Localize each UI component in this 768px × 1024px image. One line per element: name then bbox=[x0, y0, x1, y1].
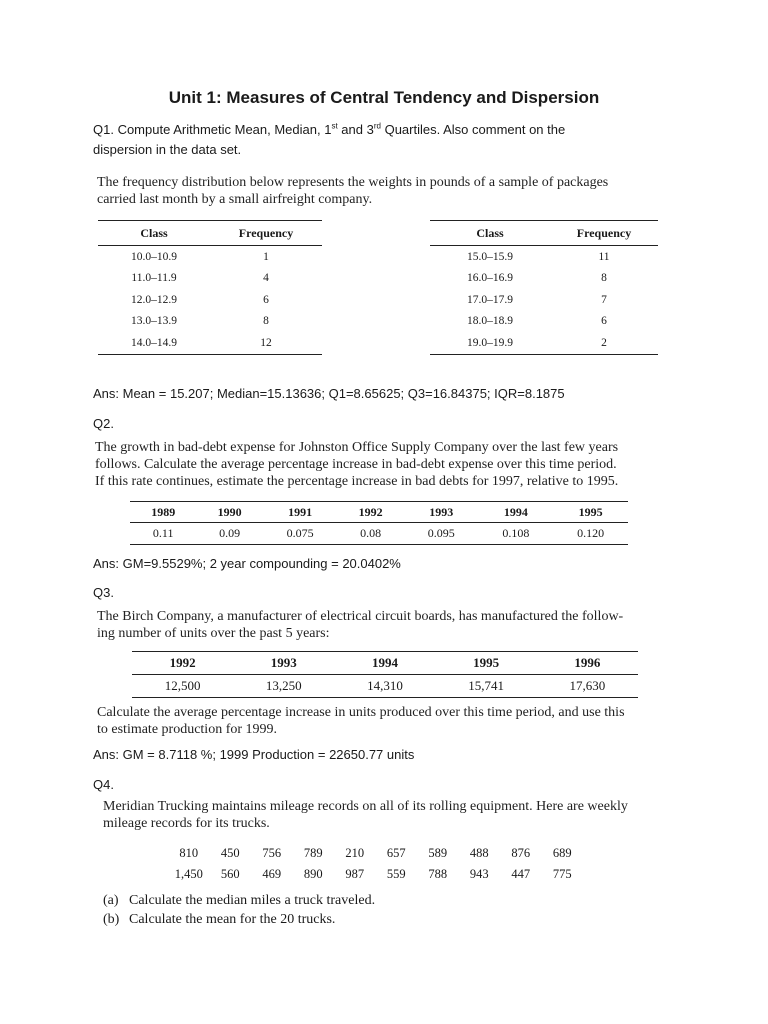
bad-debt-table bbox=[130, 501, 628, 545]
value-cell: 0.09 bbox=[196, 523, 262, 545]
year-cell: 1990 bbox=[196, 502, 262, 523]
mileage-row bbox=[168, 843, 583, 864]
q2-para-line3: If this rate continues, estimate the percentage increase in bad debts for 1997, relative to 1995. bbox=[95, 474, 619, 489]
frequency-table-left bbox=[98, 220, 322, 355]
q3-instructions-line1: Calculate the average percentage increase in units produced over this time period, and use this bbox=[97, 705, 625, 720]
q1-prompt bbox=[93, 120, 693, 160]
frequency-cell: 8 bbox=[263, 315, 269, 328]
table-row bbox=[430, 268, 658, 290]
frequency-cell: 6 bbox=[263, 293, 269, 306]
q4-para-line2: mileage records for its trucks. bbox=[103, 816, 270, 831]
frequency-cell: 7 bbox=[601, 293, 607, 306]
table-row bbox=[98, 289, 322, 311]
mileage-cell: 560 bbox=[220, 867, 240, 881]
mileage-cell: 876 bbox=[511, 846, 531, 860]
value-cell: 0.120 bbox=[553, 523, 628, 545]
mileage-cell: 756 bbox=[262, 846, 282, 860]
class-cell: 13.0–13.9 bbox=[131, 315, 177, 328]
value-row bbox=[130, 523, 628, 545]
value-cell: 0.108 bbox=[479, 523, 554, 545]
class-cell: 11.0–11.9 bbox=[131, 272, 177, 285]
q4-para-line1: Meridian Trucking maintains mileage records on all of its rolling equipment. Here are weekly bbox=[103, 799, 628, 814]
table-row bbox=[98, 268, 322, 290]
table-row bbox=[98, 311, 322, 333]
mileage-row bbox=[168, 864, 583, 885]
table-row bbox=[98, 246, 322, 268]
year-cell: 1992 bbox=[132, 652, 233, 675]
mileage-cell: 657 bbox=[386, 846, 406, 860]
frequency-cell: 6 bbox=[601, 315, 607, 328]
year-cell: 1993 bbox=[404, 502, 479, 523]
mileage-cell: 789 bbox=[303, 846, 323, 860]
q3-para-line1: The Birch Company, a manufacturer of electrical circuit boards, has manufactured the follow- bbox=[97, 609, 624, 624]
year-cell: 1989 bbox=[130, 502, 196, 523]
class-cell: 19.0–19.9 bbox=[430, 332, 550, 354]
item-a-marker: (a) bbox=[103, 893, 119, 908]
class-cell: 12.0–12.9 bbox=[131, 293, 177, 306]
q1-text-mid: and 3 bbox=[337, 122, 374, 137]
frequency-cell: 12 bbox=[210, 332, 322, 354]
frequency-header: Frequency bbox=[210, 221, 322, 246]
value-cell: 0.08 bbox=[337, 523, 403, 545]
value-cell: 12,500 bbox=[132, 675, 233, 698]
q4-item-b bbox=[103, 912, 335, 928]
mileage-cell: 890 bbox=[303, 867, 323, 881]
year-cell: 1995 bbox=[553, 502, 628, 523]
frequency-cell: 2 bbox=[550, 332, 658, 354]
frequency-header: Frequency bbox=[550, 221, 658, 246]
q3-label: Q3. bbox=[93, 585, 114, 600]
q1-line2: dispersion in the data set. bbox=[93, 142, 242, 157]
q4-item-a bbox=[103, 893, 375, 909]
q1-para-line2: carried last month by a small airfreight company. bbox=[97, 192, 373, 207]
page-title: Unit 1: Measures of Central Tendency and Dispersion bbox=[168, 88, 600, 107]
mileage-cell: 1,450 bbox=[174, 867, 203, 881]
value-cell: 0.11 bbox=[130, 523, 196, 545]
mileage-cell: 689 bbox=[552, 846, 572, 860]
q2-para-line2: follows. Calculate the average percentage increase in bad-debt expense over this time period. bbox=[95, 457, 617, 472]
table-row bbox=[430, 246, 658, 268]
class-cell: 16.0–16.9 bbox=[467, 272, 513, 285]
q1-text-start: Q1. Compute Arithmetic Mean, Median, 1 bbox=[93, 122, 332, 137]
class-cell: 15.0–15.9 bbox=[467, 250, 513, 263]
year-cell: 1996 bbox=[537, 652, 638, 675]
q2-label: Q2. bbox=[93, 416, 114, 431]
year-cell: 1994 bbox=[334, 652, 435, 675]
value-cell: 0.075 bbox=[263, 523, 338, 545]
item-a-text: Calculate the median miles a truck traveled. bbox=[129, 893, 376, 908]
class-header: Class bbox=[430, 221, 550, 246]
frequency-cell: 1 bbox=[263, 250, 269, 263]
mileage-cell: 488 bbox=[469, 846, 489, 860]
q3-instructions bbox=[97, 704, 717, 738]
mileage-cell: 469 bbox=[262, 867, 282, 881]
mileage-cell: 810 bbox=[179, 846, 199, 860]
table-row bbox=[430, 332, 658, 354]
year-cell: 1993 bbox=[233, 652, 334, 675]
table-header-row bbox=[430, 221, 658, 246]
table-header-row bbox=[98, 221, 322, 246]
class-cell: 14.0–14.9 bbox=[98, 332, 210, 354]
q1-sup-rd: rd bbox=[373, 121, 381, 131]
q1-line1 bbox=[93, 120, 693, 140]
value-cell: 13,250 bbox=[233, 675, 334, 698]
units-table bbox=[132, 651, 638, 698]
mileage-table bbox=[168, 843, 583, 885]
q3-para-line2: ing number of units over the past 5 years: bbox=[97, 626, 330, 641]
mileage-cell: 775 bbox=[552, 867, 572, 881]
mileage-cell: 788 bbox=[428, 867, 448, 881]
class-cell: 17.0–17.9 bbox=[467, 293, 513, 306]
class-cell: 10.0–10.9 bbox=[131, 250, 177, 263]
year-cell: 1991 bbox=[263, 502, 338, 523]
mileage-cell: 943 bbox=[469, 867, 489, 881]
year-row bbox=[130, 502, 628, 523]
value-cell: 0.095 bbox=[404, 523, 479, 545]
q3-answer: Ans: GM = 8.7118 %; 1999 Production = 22650.77 units bbox=[93, 747, 415, 762]
q2-answer: Ans: GM=9.5529%; 2 year compounding = 20.0402% bbox=[93, 556, 401, 571]
year-cell: 1995 bbox=[436, 652, 537, 675]
value-cell: 14,310 bbox=[334, 675, 435, 698]
year-cell: 1994 bbox=[479, 502, 554, 523]
q3-instructions-line2: to estimate production for 1999. bbox=[97, 722, 278, 737]
q4-paragraph bbox=[103, 798, 723, 832]
item-b-marker: (b) bbox=[103, 912, 120, 927]
q2-para-line1: The growth in bad-debt expense for Johnston Office Supply Company over the last few years bbox=[95, 440, 619, 455]
frequency-cell: 8 bbox=[601, 272, 607, 285]
value-row bbox=[132, 675, 638, 698]
q4-label: Q4. bbox=[93, 777, 114, 792]
q2-paragraph bbox=[95, 439, 715, 490]
table-row bbox=[98, 332, 322, 354]
q1-paragraph bbox=[97, 174, 697, 208]
mileage-cell: 450 bbox=[220, 846, 240, 860]
q1-sup-st: st bbox=[331, 121, 338, 131]
table-row bbox=[430, 289, 658, 311]
mileage-cell: 987 bbox=[345, 867, 365, 881]
q1-text-end: Quartiles. Also comment on the bbox=[380, 122, 566, 137]
value-cell: 15,741 bbox=[436, 675, 537, 698]
item-b-text: Calculate the mean for the 20 trucks. bbox=[129, 912, 336, 927]
mileage-cell: 210 bbox=[345, 846, 365, 860]
year-row bbox=[132, 652, 638, 675]
frequency-cell: 4 bbox=[263, 272, 269, 285]
table-row bbox=[430, 311, 658, 333]
class-cell: 18.0–18.9 bbox=[467, 315, 513, 328]
mileage-cell: 589 bbox=[428, 846, 448, 860]
mileage-cell: 447 bbox=[511, 867, 531, 881]
value-cell: 17,630 bbox=[537, 675, 638, 698]
frequency-table-right bbox=[430, 220, 658, 355]
class-header: Class bbox=[98, 221, 210, 246]
year-cell: 1992 bbox=[337, 502, 403, 523]
mileage-cell: 559 bbox=[386, 867, 406, 881]
frequency-cell: 11 bbox=[598, 250, 610, 263]
q1-answer: Ans: Mean = 15.207; Median=15.13636; Q1=8.65625; Q3=16.84375; IQR=8.1875 bbox=[93, 386, 565, 401]
q3-paragraph bbox=[97, 608, 717, 642]
q1-para-line1: The frequency distribution below represents the weights in pounds of a sample of packages bbox=[97, 175, 609, 190]
